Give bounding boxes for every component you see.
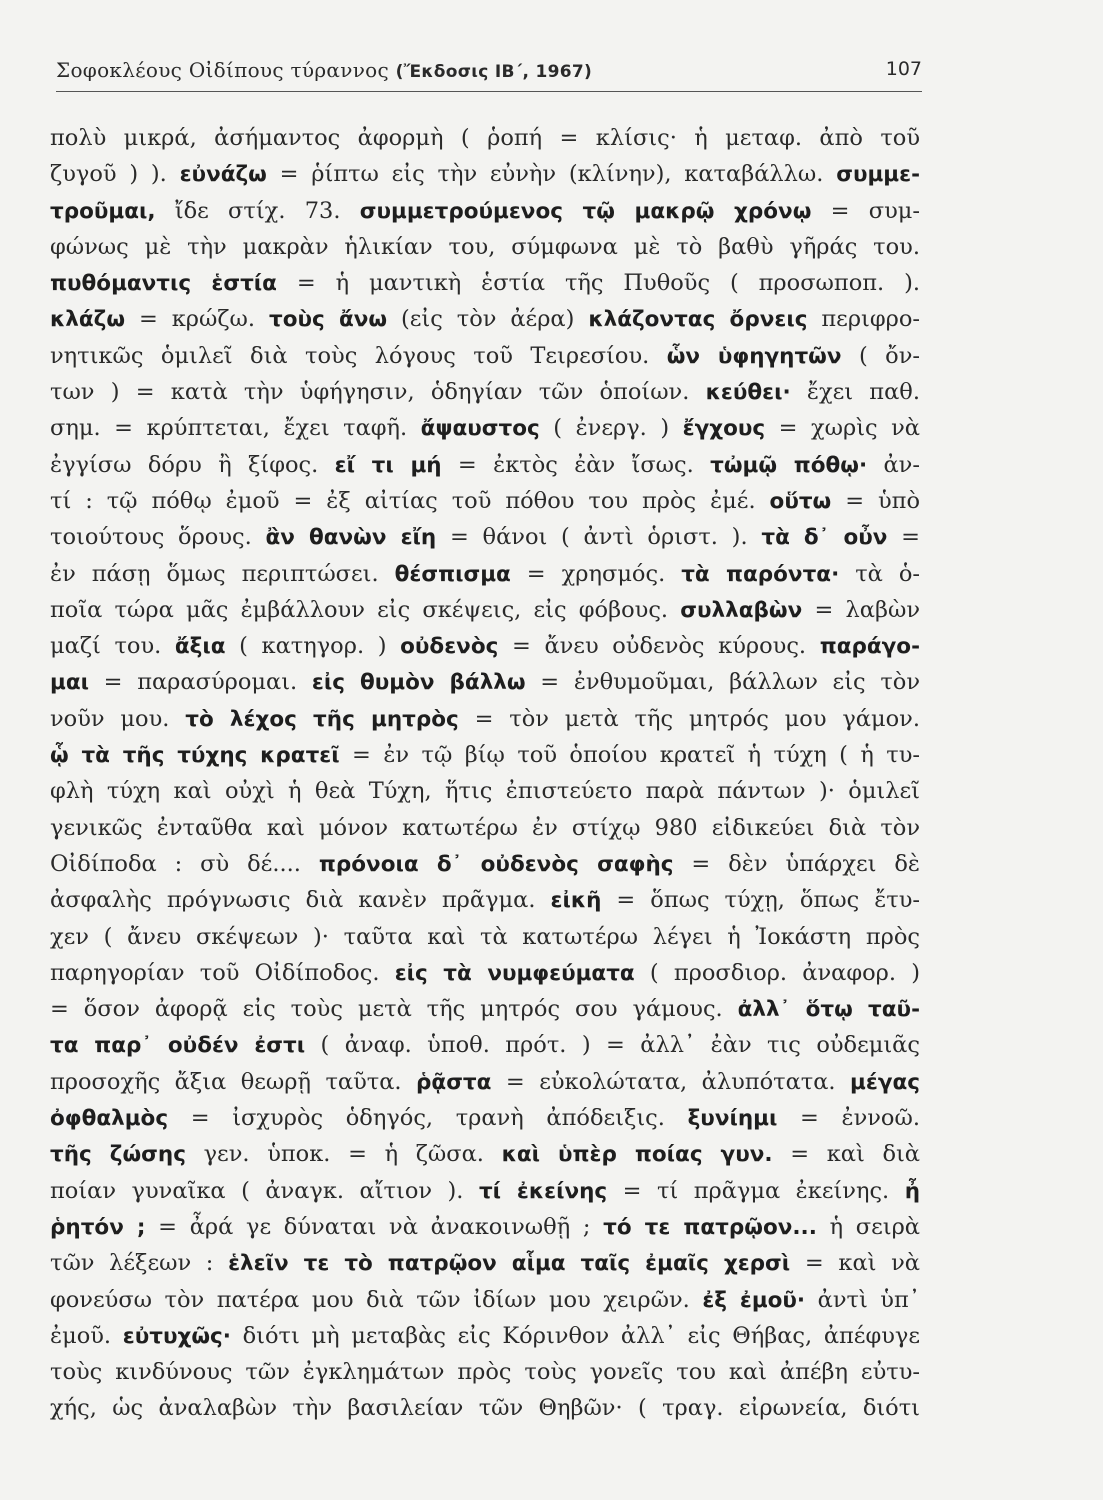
text-line xyxy=(50,1245,920,1281)
gloss-text: = ἆρά γε δύναται νὰ ἀνακοινωθῇ ; xyxy=(145,1213,604,1240)
gloss-text: ( ἀναφ. ὑποθ. πρότ. ) = ἀλλ᾽ ἐὰν τις οὐδεμιᾶς xyxy=(305,1032,920,1059)
gloss-text: χής, ὡς ἀναλαβὼν τὴν βασιλείαν τῶν Θηβῶν· ( τραγ. εἰρωνεία, διότι xyxy=(50,1395,920,1422)
gloss-text: ἐμοῦ. xyxy=(50,1322,123,1349)
lemma: συμμε- xyxy=(836,162,920,188)
lemma: εἰς θυμὸν βάλλω xyxy=(311,670,526,696)
lemma: παράγο- xyxy=(819,634,920,660)
gloss-text: = συμ- xyxy=(811,197,920,224)
text-line xyxy=(50,120,920,156)
lemma: οὕτω xyxy=(769,488,832,514)
gloss-text: ἀντὶ ὑπ᾽ xyxy=(805,1286,920,1313)
gloss-text: = ἐν τῷ βίῳ τοῦ ὁποίου κρατεῖ ἡ τύχη ( ἡ τυ- xyxy=(339,742,920,769)
text-line xyxy=(50,737,920,773)
header-rule xyxy=(56,91,922,92)
gloss-text: γεν. ὑποκ. = ἡ ζῶσα. xyxy=(185,1141,502,1168)
gloss-text: = ὑπὸ xyxy=(831,487,920,514)
lemma: ἦ xyxy=(904,1178,920,1204)
text-line xyxy=(50,810,920,846)
lemma: ῥητόν ; xyxy=(50,1214,146,1240)
gloss-text: Οἰδίποδα : σὺ δέ.... xyxy=(50,850,319,877)
text-line xyxy=(50,1173,920,1209)
text-line xyxy=(50,1390,920,1426)
gloss-text: νοῦν μου. xyxy=(50,705,186,732)
gloss-text: = ἰσχυρὸς ὁδηγός, τρανὴ ἀπόδειξις. xyxy=(168,1105,688,1132)
gloss-text: = χωρὶς νὰ xyxy=(765,415,920,442)
text-line xyxy=(50,193,920,229)
lemma: εὐτυχῶς· xyxy=(122,1323,231,1349)
text-line xyxy=(50,483,920,519)
gloss-text: ἀν- xyxy=(867,451,920,478)
gloss-text: προσοχῆς ἄξια θεωρῇ ταῦτα. xyxy=(50,1068,417,1095)
lemma: εὐνάζω xyxy=(179,162,267,188)
lemma: ὧν ὑφηγητῶν xyxy=(666,343,842,369)
gloss-text: χεν ( ἄνευ σκέψεων )· ταῦτα καὶ τὰ κατωτέρω λέγει ἡ Ἰοκάστη πρὸς xyxy=(50,923,920,950)
lemma: ἂν θανὼν εἴη xyxy=(265,525,437,551)
lemma: ἀλλ᾽ ὅτῳ ταῦ- xyxy=(737,997,920,1023)
lemma: ἔγχους xyxy=(682,416,766,442)
gloss-text: = θάνοι ( ἀντὶ ὁριστ. ). xyxy=(436,524,762,551)
lemma: τὠμῷ πόθῳ· xyxy=(710,452,868,478)
gloss-text: φονεύσω τὸν πατέρα μου διὰ τῶν ἰδίων μου χειρῶν. xyxy=(50,1286,703,1313)
lemma: πρόνοια δ᾽ οὐδενὸς σαφὴς xyxy=(318,851,674,877)
text-line xyxy=(50,1064,920,1100)
gloss-text: ἡ σειρὰ xyxy=(816,1213,920,1240)
lemma: τροῦμαι, xyxy=(50,198,156,224)
gloss-text: νητικῶς ὁμιλεῖ διὰ τοὺς λόγους τοῦ Τειρεσίου. xyxy=(50,342,667,369)
lemma: ἐξ ἐμοῦ· xyxy=(702,1287,806,1313)
gloss-text: μαζί του. xyxy=(50,633,175,660)
text-line xyxy=(50,664,920,700)
text-line xyxy=(50,991,920,1027)
gloss-text: = ἄνευ οὐδενὸς κύρους. xyxy=(498,633,820,660)
gloss-text: = ἐννοῶ. xyxy=(777,1105,920,1132)
gloss-text: ζυγοῦ ) ). xyxy=(50,161,180,188)
gloss-text: = ἐκτὸς ἐὰν ἴσως. xyxy=(441,451,711,478)
gloss-text: = δὲν ὑπάρχει δὲ xyxy=(673,850,920,877)
gloss-text: ἴδε στίχ. 73. xyxy=(155,197,360,224)
text-line xyxy=(50,265,920,301)
text-line xyxy=(50,1318,920,1354)
text-line xyxy=(50,374,920,410)
lemma: ᾧ τὰ τῆς τύχης κρατεῖ xyxy=(50,743,340,769)
gloss-text: σημ. = κρύπτεται, ἔχει ταφῆ. xyxy=(50,415,421,442)
lemma: εἰκῆ xyxy=(550,888,602,914)
text-line xyxy=(50,955,920,991)
gloss-text: τοὺς κινδύνους τῶν ἐγκλημάτων πρὸς τοὺς γονεῖς του καὶ ἀπέβη εὐτυ- xyxy=(50,1359,920,1386)
gloss-text: ( προσδιορ. ἀναφορ. ) xyxy=(634,959,920,986)
text-line xyxy=(50,338,920,374)
commentary-text xyxy=(50,120,920,1427)
gloss-text: = χρησμός. xyxy=(510,560,682,587)
gloss-text: = λαβὼν xyxy=(802,596,920,623)
text-line xyxy=(50,628,920,664)
lemma: συμμετρούμενος τῷ μακρῷ χρόνῳ xyxy=(359,198,812,224)
text-line xyxy=(50,846,920,882)
text-line xyxy=(50,1282,920,1318)
gloss-text: των ) = κατὰ τὴν ὑφήγησιν, ὁδηγίαν τῶν ὁποίων. xyxy=(50,379,706,406)
lemma: κλάζω xyxy=(50,307,126,333)
lemma: μέγας xyxy=(850,1069,920,1095)
text-line xyxy=(50,301,920,337)
running-header xyxy=(56,58,922,90)
header-edition: (Ἔκδοσις ΙΒ΄, 1967) xyxy=(395,62,593,82)
gloss-text: = ἐνθυμοῦμαι, βάλλων εἰς τὸν xyxy=(525,669,920,696)
lemma: τὰ παρόντα· xyxy=(681,561,840,587)
gloss-text: πολὺ μικρά, ἀσήμαντος ἀφορμὴ ( ῥοπή = κλίσις· ἡ μεταφ. ἀπὸ τοῦ xyxy=(50,125,920,151)
gloss-text: διότι μὴ μεταβὰς εἰς Κόρινθον ἀλλ᾽ εἰς Θήβας, ἀπέφυγε xyxy=(230,1322,920,1349)
lemma: θέσπισμα xyxy=(394,561,511,587)
text-line xyxy=(50,156,920,192)
lemma: μαι xyxy=(50,670,89,696)
lemma: ὀφθαλμὸς xyxy=(50,1106,169,1132)
gloss-text: τὰ ὁ- xyxy=(839,560,920,587)
gloss-text: τοιούτους ὅρους. xyxy=(50,524,266,551)
text-line xyxy=(50,447,920,483)
gloss-text: ἐγγίσω δόρυ ἢ ξίφος. xyxy=(50,451,335,478)
text-line xyxy=(50,1136,920,1172)
gloss-text: = ῥίπτω εἰς τὴν εὐνὴν (κλίνην), καταβάλλω. xyxy=(266,161,837,188)
gloss-text: ( ὄν- xyxy=(841,342,920,369)
text-line xyxy=(50,556,920,592)
lemma: καὶ ὑπὲρ ποίας γυν. xyxy=(501,1142,773,1168)
gloss-text: γενικῶς ἐνταῦθα καὶ μόνον κατωτέρω ἐν στίχῳ 980 εἰδικεύει διὰ τὸν xyxy=(50,814,920,841)
lemma: ξυνίημι xyxy=(687,1106,778,1132)
text-line xyxy=(50,410,920,446)
lemma: κλάζοντας ὄρνεις xyxy=(588,307,808,333)
gloss-text: ἐν πάσῃ ὅμως περιπτώσει. xyxy=(50,560,395,587)
text-line xyxy=(50,519,920,555)
text-line xyxy=(50,1354,920,1390)
gloss-text: παρηγορίαν τοῦ Οἰδίποδος. xyxy=(50,959,395,986)
text-line xyxy=(50,1209,920,1245)
text-line xyxy=(50,1100,920,1136)
lemma: ἑλεῖν τε τὸ πατρῷον αἷμα ταῖς ἐμαῖς χερσὶ xyxy=(228,1251,791,1277)
text-line xyxy=(50,882,920,918)
text-line xyxy=(50,229,920,265)
gloss-text: = εὐκολώτατα, ἀλυπότατα. xyxy=(491,1068,851,1095)
gloss-text: φλὴ τύχη καὶ οὐχὶ ἡ θεὰ Τύχη, ἥτις ἐπιστεύετο παρὰ πάντων )· ὁμιλεῖ xyxy=(50,778,920,805)
header-title xyxy=(56,58,592,82)
text-line xyxy=(50,773,920,809)
lemma: τί ἐκείνης xyxy=(478,1178,608,1204)
lemma: τῆς ζώσης xyxy=(50,1142,186,1168)
gloss-text: τί : τῷ πόθῳ ἐμοῦ = ἐξ αἰτίας τοῦ πόθου του πρὸς ἐμέ. xyxy=(50,487,770,514)
header-work-title: Σοφοκλέους Οἰδίπους τύραννος xyxy=(56,58,389,82)
text-line xyxy=(50,1027,920,1063)
gloss-text: περιφρο- xyxy=(807,306,920,333)
gloss-text: ποῖα τώρα μᾶς ἐμβάλλουν εἰς σκέψεις, εἰς φόβους. xyxy=(50,596,681,623)
text-line xyxy=(50,701,920,737)
gloss-text: ( ἐνεργ. ) xyxy=(539,415,683,442)
gloss-text: (εἰς τὸν ἀέρα) xyxy=(387,306,589,333)
lemma: τα παρ᾽ οὐδέν ἐστι xyxy=(50,1033,306,1059)
lemma: πυθόμαντις ἑστία xyxy=(50,271,277,297)
gloss-text: ( κατηγορ. ) xyxy=(225,633,401,660)
gloss-text: ἔχει παθ. xyxy=(790,379,920,406)
gloss-text: τῶν λέξεων : xyxy=(50,1250,229,1277)
lemma: εἰς τὰ νυμφεύματα xyxy=(394,960,635,986)
lemma: ἄξια xyxy=(174,634,226,660)
gloss-text: ἀσφαλὴς πρόγνωσις διὰ κανὲν πρᾶγμα. xyxy=(50,887,551,914)
gloss-text: φώνως μὲ τὴν μακρὰν ἡλικίαν του, σύμφωνα μὲ τὸ βαθὺ γῆράς του. xyxy=(50,233,920,260)
lemma: τοὺς ἄνω xyxy=(268,307,388,333)
lemma: συλλαβὼν xyxy=(680,597,803,623)
lemma: τὰ δ᾽ οὖν xyxy=(761,525,888,551)
gloss-text: = παρασύρομαι. xyxy=(88,669,312,696)
lemma: οὐδενὸς xyxy=(400,634,499,660)
gloss-text: ποίαν γυναῖκα ( ἀναγκ. αἴτιον ). xyxy=(50,1177,479,1204)
lemma: εἴ τι μή xyxy=(334,452,442,478)
gloss-text: = xyxy=(887,524,920,551)
lemma: τό τε πατρῷον... xyxy=(603,1214,817,1240)
gloss-text: = ὅπως τύχῃ, ὅπως ἔτυ- xyxy=(601,887,920,914)
lemma: κεύθει· xyxy=(705,380,791,406)
text-line xyxy=(50,592,920,628)
lemma: ἄψαυστος xyxy=(420,416,540,442)
gloss-text: = ἡ μαντικὴ ἑστία τῆς Πυθοῦς ( προσωποπ. ). xyxy=(276,270,920,297)
page-number: 107 xyxy=(885,58,922,80)
lemma: ῥᾷστα xyxy=(416,1069,492,1095)
gloss-text: = τί πρᾶγμα ἐκείνης. xyxy=(607,1177,905,1204)
lemma: τὸ λέχος τῆς μητρὸς xyxy=(185,706,459,732)
gloss-text: = κρώζω. xyxy=(125,306,269,333)
gloss-text: = καὶ διὰ xyxy=(772,1141,920,1168)
gloss-text: = τὸν μετὰ τῆς μητρός μου γάμον. xyxy=(458,705,920,732)
text-line xyxy=(50,919,920,955)
gloss-text: = καὶ νὰ xyxy=(790,1250,920,1277)
gloss-text: = ὅσον ἀφορᾷ εἰς τοὺς μετὰ τῆς μητρός σου γάμους. xyxy=(50,996,738,1023)
